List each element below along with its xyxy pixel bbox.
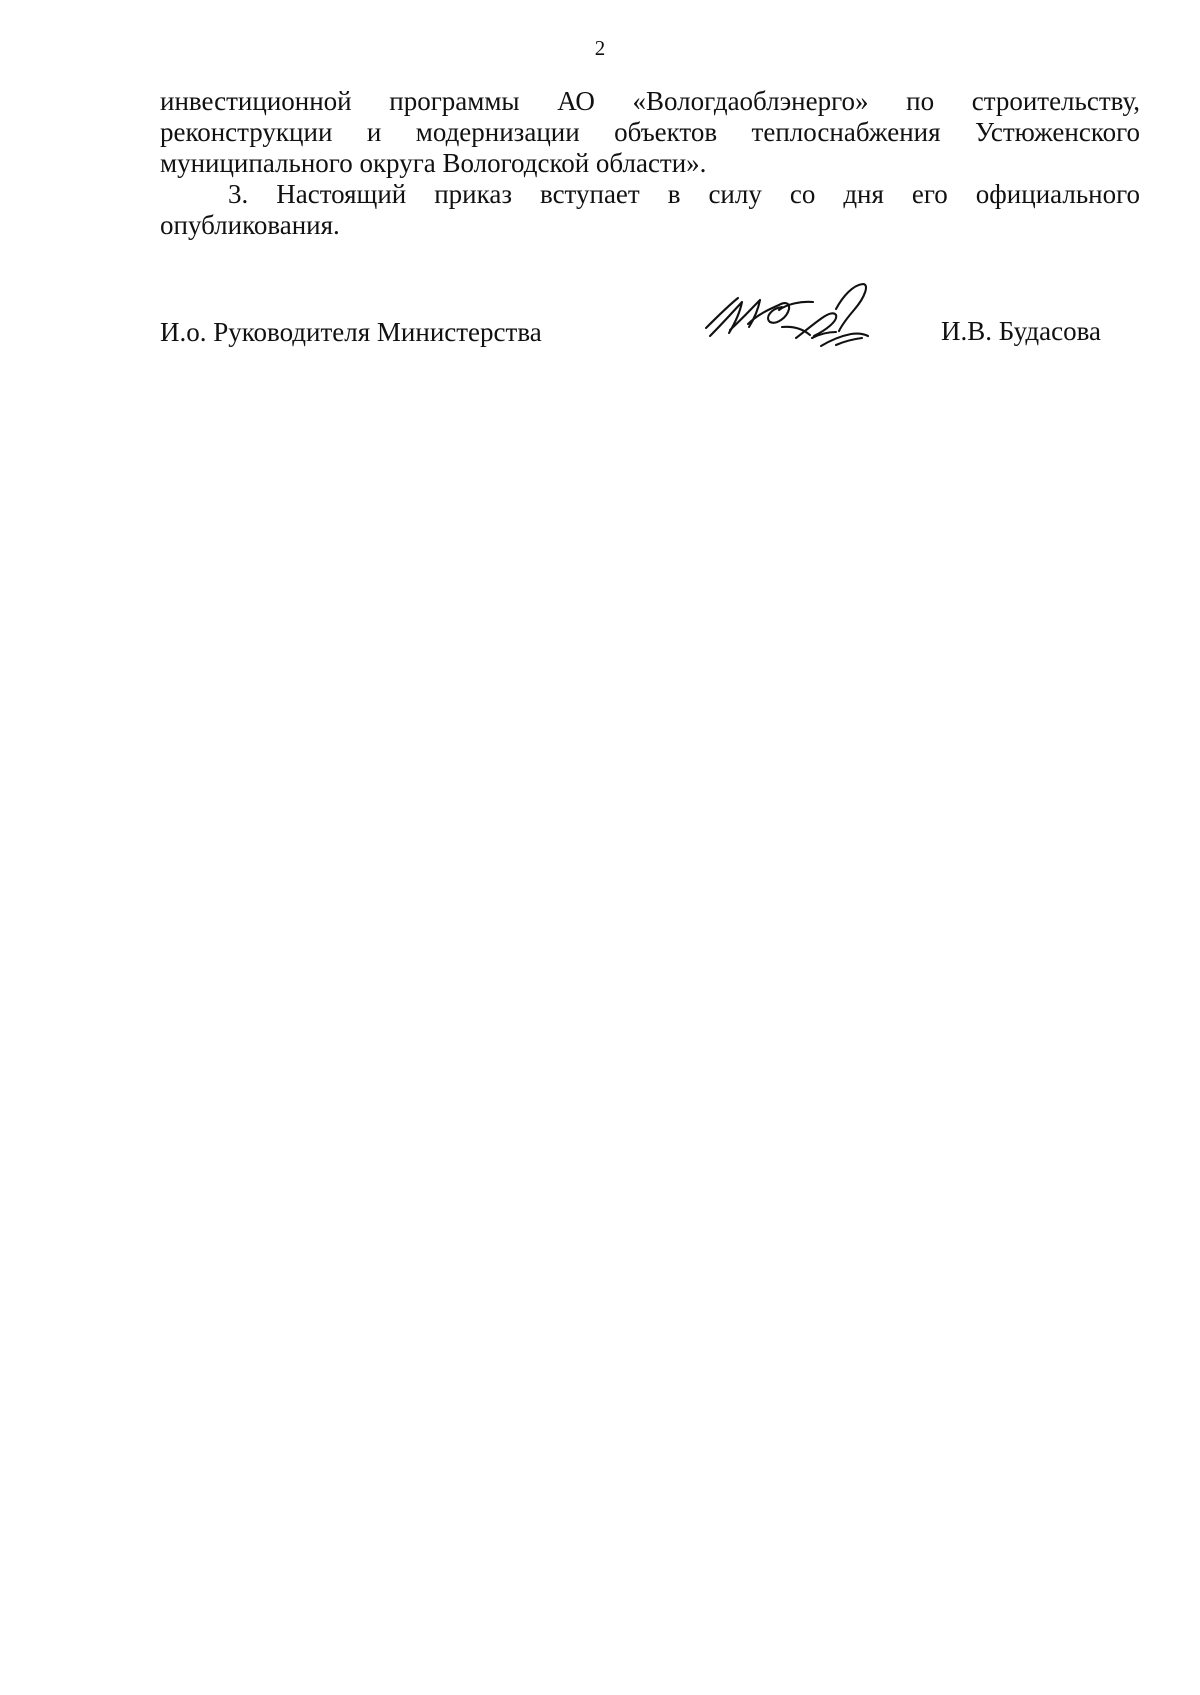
paragraph-1-line-3: муниципального округа Вологодской области». [160,148,707,178]
handwritten-signature [700,280,880,356]
document-body [160,86,1140,241]
paragraph-2-line-1: 3. Настоящий приказ вступает в силу со дня его официального [228,179,1140,209]
paragraph-1-line-1: инвестиционной программы АО «Вологдаоблэнерго» по строительству, [160,86,1140,116]
paragraph-2-line-2: опубликования. [160,210,340,240]
signatory-name: И.В. Будасова [941,316,1101,346]
page-number: 2 [594,36,606,60]
paragraph-1-line-2: реконструкции и модернизации объектов теплоснабжения Устюженского [160,117,1140,147]
signatory-title: И.о. Руководителя Министерства [160,317,542,347]
